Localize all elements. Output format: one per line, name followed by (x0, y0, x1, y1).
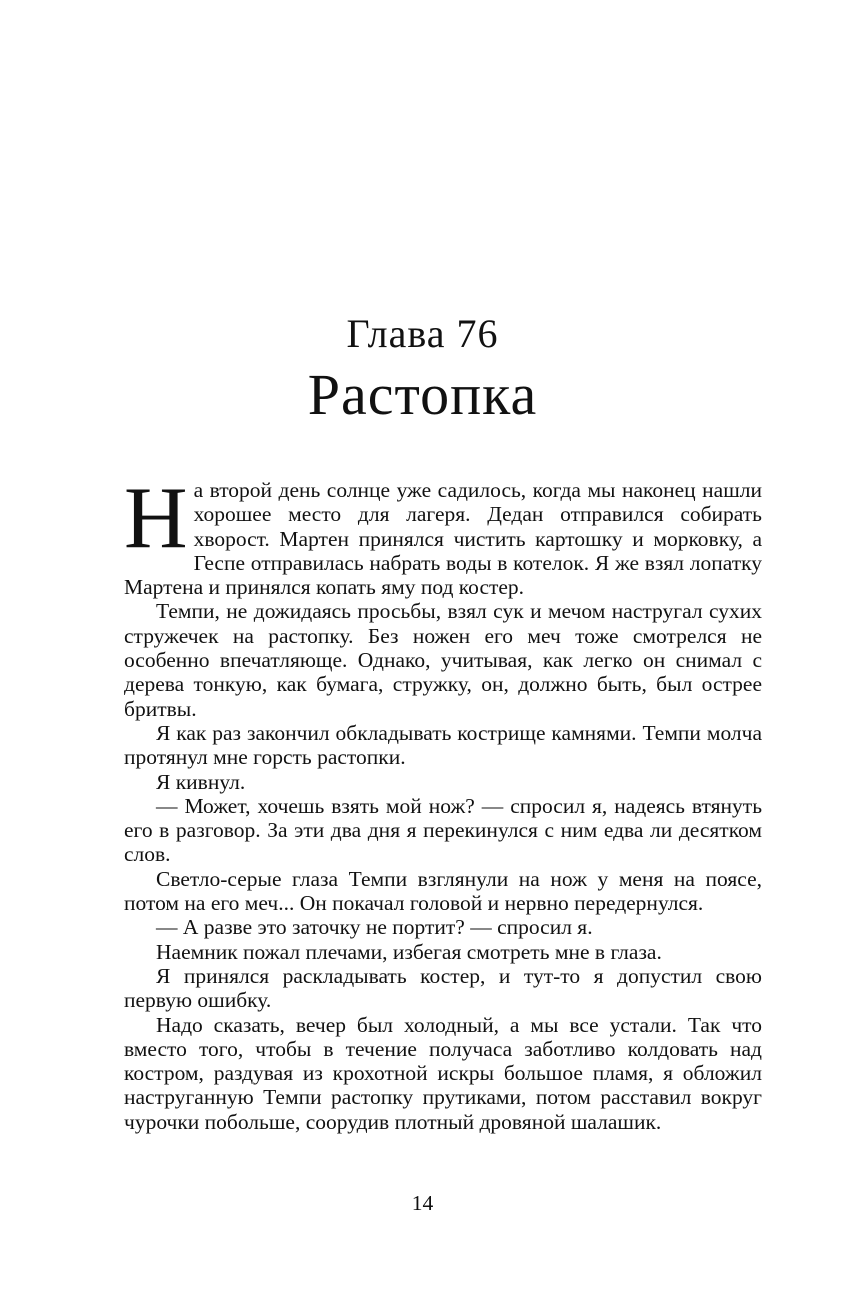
paragraph-1 (124, 470, 762, 600)
paragraph-6: Светло-серые глаза Темпи взглянули на нож у меня на поясе, потом на его меч... Он покачал головой и нервно передернулся. (124, 866, 762, 916)
chapter-title: Растопка (307, 362, 538, 427)
paragraph-4: Я кивнул. (156, 769, 246, 794)
paragraph-1-text: а второй день солнце уже садилось, когда мы наконец нашли хорошее место для лагеря. Дедан отправился собирать хворост. Мартен принялся чистить картошку и морковку, а Геспе отправилась набрать воды в котелок. Я же взял лопатку Мартена и принялся копать яму под костер. (124, 478, 762, 600)
paragraph-10: Надо сказать, вечер был холодный, а мы все устали. Так что вместо того, чтобы в течение получаса заботливо колдовать над костром, раздувая из крохотной искры большое пламя, я обложил наструганную Темпи растопку прутиками, потом расставил вокруг чурочки побольше, соорудив плотный дровяной шалашик. (124, 1012, 762, 1134)
paragraph-9: Я принялся раскладывать костер, и тут-то я допустил свою первую ошибку. (124, 963, 762, 1013)
paragraph-7: — А разве это заточку не портит? — спросил я. (156, 915, 593, 940)
paragraph-5: — Может, хочешь взять мой нож? — спросил я, надеясь втянуть его в разговор. За эти два дня я перекинулся с ним едва ли десятком слов. (124, 793, 762, 867)
paragraph-3: Я как раз закончил обкладывать кострище камнями. Темпи молча протянул мне горсть растопки. (124, 720, 762, 770)
chapter-number: Глава 76 (346, 311, 499, 356)
page-number: 14 (411, 1191, 434, 1215)
drop-cap: Н (124, 470, 188, 567)
paragraph-8: Наемник пожал плечами, избегая смотреть мне в глаза. (156, 939, 662, 964)
chapter-body (124, 470, 762, 1134)
paragraph-2: Темпи, не дожидаясь просьбы, взял сук и мечом настругал сухих стружечек на растопку. Без ножен его меч тоже смотрелся не особенно впечатляюще. Однако, учитывая, как легко он снимал с дерева тонкую, как бумага, стружку, он, должно быть, был острее бритвы. (124, 599, 762, 721)
